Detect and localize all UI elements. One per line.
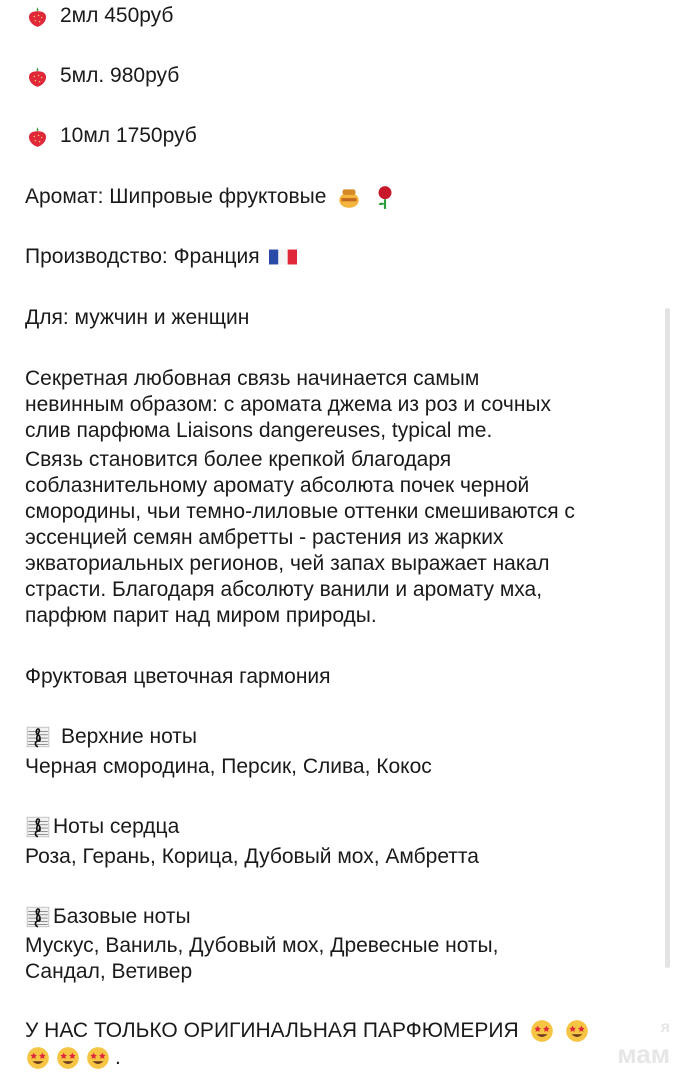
star-struck-icon bbox=[529, 1018, 555, 1044]
scrollbar[interactable] bbox=[665, 308, 670, 968]
description-line: страсти. Благодаря абсолюту ванили и аромату мха, bbox=[25, 578, 543, 601]
price-line-10ml bbox=[25, 123, 197, 149]
aroma-line bbox=[25, 184, 398, 210]
honey-pot-icon bbox=[336, 184, 362, 210]
treble-clef-icon bbox=[25, 724, 51, 750]
base-notes-title bbox=[25, 904, 191, 930]
treble-clef-icon bbox=[25, 904, 51, 930]
original-line bbox=[25, 1018, 590, 1044]
watermark-line-2: мам bbox=[617, 1039, 670, 1069]
production-text: Производство: Франция bbox=[25, 245, 260, 268]
star-struck-icon bbox=[85, 1045, 111, 1071]
original-line-continued bbox=[25, 1045, 121, 1071]
gender-text: Для: мужчин и женщин bbox=[25, 306, 250, 329]
description-line: Связь становится более крепкой благодаря bbox=[25, 448, 452, 471]
top-notes-items bbox=[25, 754, 432, 780]
watermark bbox=[590, 1015, 670, 1075]
price-text: 2мл 450руб bbox=[60, 4, 174, 27]
base-notes-text: Мускус, Ваниль, Дубовый мох, Древесные ноты, bbox=[25, 934, 499, 957]
heart-notes-title bbox=[25, 814, 179, 840]
top-notes-title bbox=[25, 724, 197, 750]
strawberry-icon bbox=[25, 64, 50, 89]
price-line-5ml bbox=[25, 63, 179, 89]
description-line: экваториальных регионов, чей запах выражает накал bbox=[25, 552, 550, 575]
harmony-line bbox=[25, 664, 331, 690]
star-struck-icon bbox=[564, 1018, 590, 1044]
star-struck-icon bbox=[25, 1045, 51, 1071]
aroma-text: Аромат: Шипровые фруктовые bbox=[25, 185, 327, 208]
rose-icon bbox=[372, 184, 398, 210]
top-notes-text: Черная смородина, Персик, Слива, Кокос bbox=[25, 755, 432, 778]
heart-notes-text: Роза, Герань, Корица, Дубовый мох, Амбретта bbox=[25, 845, 479, 868]
heart-notes-items bbox=[25, 844, 479, 870]
price-text: 5мл. 980руб bbox=[60, 64, 180, 87]
original-tail-text: . bbox=[115, 1046, 121, 1069]
heart-notes-label: Ноты сердца bbox=[53, 815, 180, 838]
top-notes-label: Верхние ноты bbox=[61, 725, 197, 748]
description-line: смородины, чьи темно-лиловые оттенки смешиваются с bbox=[25, 500, 575, 523]
description-line: слив парфюма Liaisons dangereuses, typical me. bbox=[25, 419, 493, 442]
base-notes-text: Сандал, Ветивер bbox=[25, 960, 193, 983]
star-struck-icon bbox=[55, 1045, 81, 1071]
description-line: эссенцией семян амбретты - растения из жарких bbox=[25, 526, 504, 549]
strawberry-icon bbox=[25, 124, 50, 149]
production-line bbox=[25, 244, 297, 270]
price-text: 10мл 1750руб bbox=[60, 124, 197, 147]
original-text: У НАС ТОЛЬКО ОРИГИНАЛЬНАЯ ПАРФЮМЕРИЯ bbox=[25, 1019, 519, 1042]
harmony-text: Фруктовая цветочная гармония bbox=[25, 665, 331, 688]
base-notes-items-2 bbox=[25, 959, 192, 985]
price-line-2ml bbox=[25, 3, 173, 29]
base-notes-items-1 bbox=[25, 933, 498, 959]
description-line: соблазнительному аромату абсолюта почек черной bbox=[25, 474, 530, 497]
description-line: парфюм парит над миром природы. bbox=[25, 604, 377, 627]
description-line: невинным образом: с аромата джема из роз и сочных bbox=[25, 393, 552, 416]
base-notes-label: Базовые ноты bbox=[53, 905, 191, 928]
description-line: Секретная любовная связь начинается самым bbox=[25, 367, 480, 390]
france-flag-icon bbox=[269, 247, 297, 267]
watermark-line-1: я bbox=[660, 1019, 670, 1036]
gender-line bbox=[25, 305, 249, 331]
treble-clef-icon bbox=[25, 814, 51, 840]
description-paragraph-1 bbox=[25, 366, 665, 444]
description-paragraph-2 bbox=[25, 447, 665, 629]
strawberry-icon bbox=[25, 4, 50, 29]
